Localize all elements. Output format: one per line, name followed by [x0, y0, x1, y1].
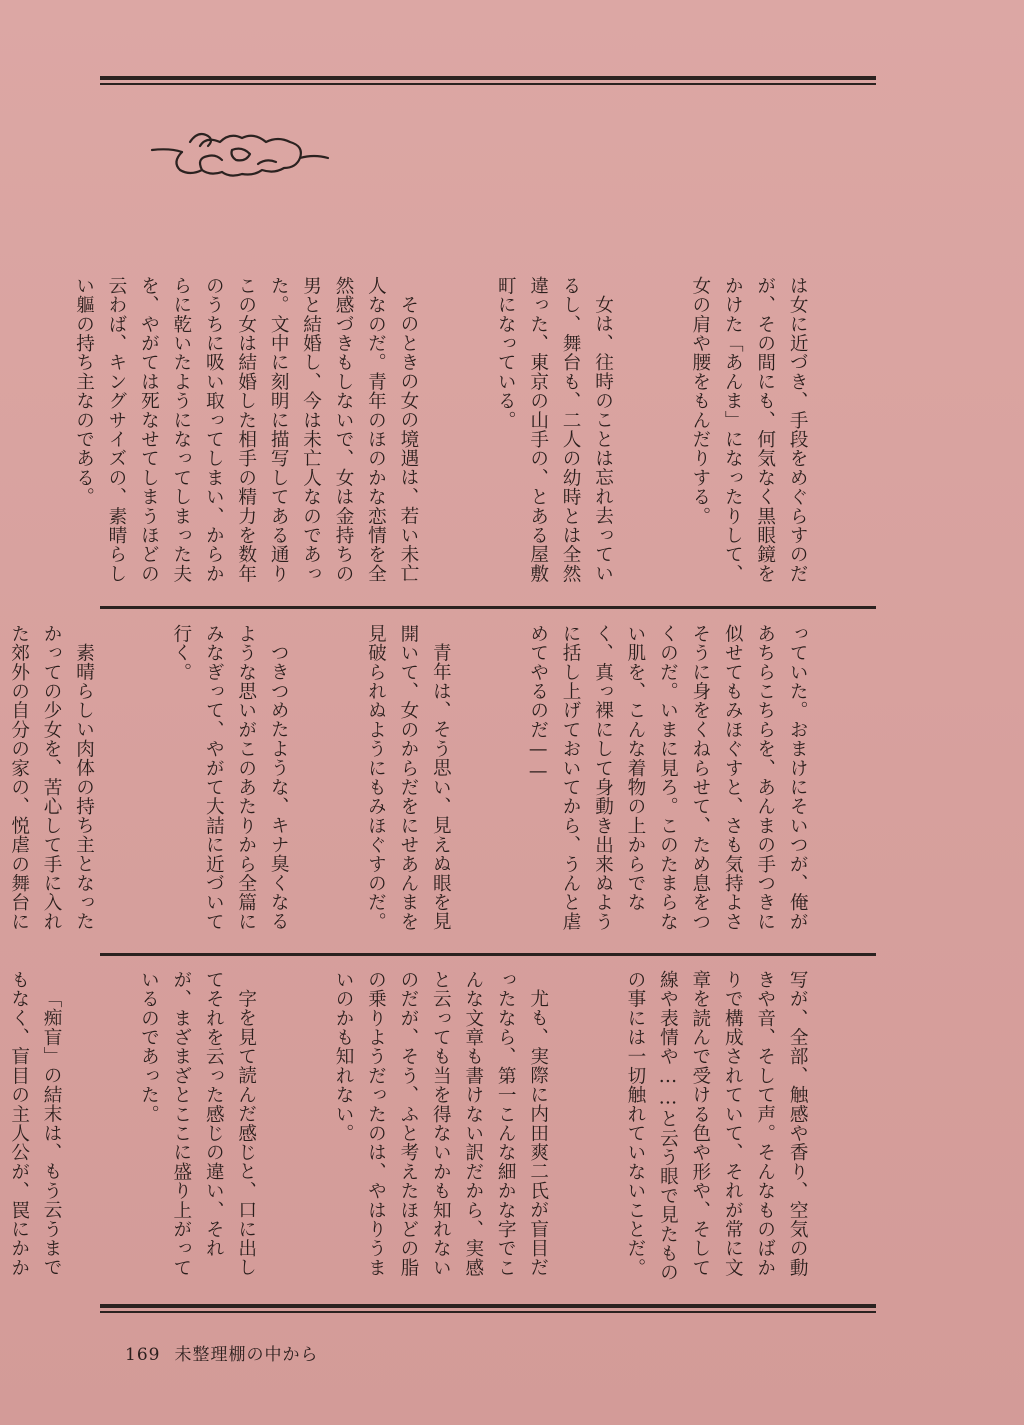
paragraph: 青年は、そう思い、見えぬ眼を見開いて、女のからだをにせあんまを見破られぬようにもみほぐすのだ。	[365, 624, 452, 932]
section-divider	[100, 953, 876, 956]
paragraph: は女に近づき、手段をめぐらすのだが、その間にも、何気なく黒眼鏡をかけた「あんま」になったりして、女の肩や腰をもんだりする。	[689, 276, 809, 584]
section-divider	[100, 606, 876, 609]
paragraph: 写が、全部、触感や香り、空気の動きや音、そして声。そんなものばかりで構成されていて、それが常に文章を読んで受ける色や形や、そして線や表情や……と云う眼で見たものの事には一切触れていないことだ。	[624, 970, 809, 1282]
text-block-3	[8, 970, 878, 1288]
page-number: 169	[125, 1345, 161, 1365]
paragraph: 「痴盲」の結末は、もう云うまでもなく、盲目の主人公が、罠にかか	[8, 970, 63, 1278]
running-title: 未整理棚の中から	[174, 1345, 319, 1365]
page-footer	[125, 1340, 318, 1365]
paragraph: 女は、往時のことは忘れ去っているし、舞台も、二人の幼時とは全然違った、東京の山手の、とある屋敷町になっている。	[495, 276, 614, 584]
paragraph: 尤も、実際に内田爽二氏が盲目だったなら、第一こんな細かな字でこんな文章も書けない訳だから、実感と云っても当を得ないかも知れないのだが、そう、ふと考えたほどの脂の乗りようだったのは、やはりうまいのかも知れない。	[333, 970, 549, 1278]
flower-ornament-icon	[150, 128, 330, 178]
paragraph	[0, 276, 2, 596]
paragraph: っていた。おまけにそいつが、俺があちらこちらを、あんまの手つきに似せてもみほぐすと、さも気持よさそうに身をくねらせて、ため息をつくのだ。いまに見ろ。このたまらない肌を、こんな着物の上からでなく、真っ裸にして身動き出来ぬように括し上げておいてから、うんと虐めてやるのだ——	[527, 624, 809, 932]
paragraph: 字を見て読んだ感じと、口に出してそれを云った感じの違い、それが、まざまざとここに盛り上がっているのであった。	[138, 970, 257, 1278]
paragraph: そのときの女の境遇は、若い未亡人なのだ。青年のほのかな恋情を全然感づきもしないで、女は金持ちの男と結婚し、今は未亡人なのであった。文中に刻明に描写してある通りこの女は結婚した相手の精力を数年のうちに吸い取ってしまい、からからに乾いたようになってしまった夫を、やがては死なせてしまうほどの云わば、キングサイズの、素晴らしい軀の持ち主なのである。	[73, 276, 419, 584]
paragraph: つきつめたような、キナ臭くなるような思いがこのあたりから全篇にみなぎって、やがて大詰に近づいて行く。	[170, 624, 290, 932]
paragraph: 素晴らしい肉体の持ち主となったかっての少女を、苦心して手に入れた郊外の自分の家の、悦虐の舞台に	[8, 624, 95, 932]
text-block-2	[8, 624, 878, 942]
text-block-1	[73, 276, 878, 596]
